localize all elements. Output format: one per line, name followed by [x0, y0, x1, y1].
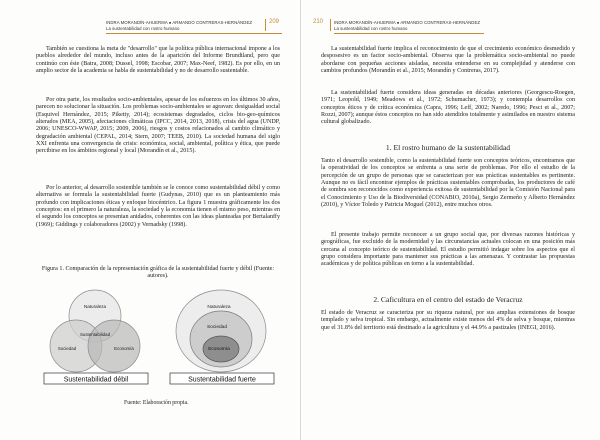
header-rule [106, 33, 282, 34]
right-running-header [334, 20, 480, 32]
header-title: La sustentabilidad con rostro humano [106, 26, 180, 31]
figure-caption: Figura 1. Comparación de la representación gráfica de la sustentabilidad fuerte y débil (Fuente: autores). [41, 266, 275, 280]
header-divider [265, 19, 266, 31]
strong-title: Sustentabilidad fuerte [188, 376, 256, 384]
paragraph: Por otra parte, los resultados socio-ambientales, apesar de los esfuerzos en los últimos 30 años, parecen no solucionar la situación. Los problemas socio-ambientales se agravan: desigualdad social (Esquivel Hernández, 2015; Piketty, 2014); ecosistemas degradados, ciclos bio-geo-químicos alterados (MEA, 2005), afectaciones climáticas (IPCC, 2014, 2013, 2018), crisis del agua (UNDP, 2006; UNESCO-WWAP, 2015; 2009, 2006), riesgos y costos relacionados al cambio climático y degradación ambiental (CEPAL, 2014; Stern, 2007; TEEB, 2010). La sociedad humana del siglo XXI enfrenta una convergencia de crisis: económica, social, ambiental, política y ética, que puede percibirse en los ámbitos regional y local (Morandín et al., 2015). [36, 97, 280, 155]
figure-diagram [36, 283, 280, 385]
header-authors: INDRA MORANDÍN-AHUERMA ● ARMANDO CONTRERAS-HERNÁNDEZ [334, 20, 481, 25]
page-number: 210 [313, 19, 324, 25]
weak-sociedad-label: Sociedad [57, 346, 77, 351]
section-heading-2: 2. Caficultura en el centro del estado de Veracruz [373, 295, 523, 304]
paragraph: La sustentabilidad fuerte considera ideas generadas en décadas anteriores (Georgescu-Roegen, 1971; Leopold, 1949; Meadows et al., 1972; Schumacher, 1973); y contempla desarrollos con conceptos éticos y de crítica económica (Capra, 1996; Leff, 2002; Naredo, 1996; Pesci et al., 2007; Rozzi, 2007); aunque éstos conceptos no han sido atendidos totalmente y asimilados en nuestro sistema cultural globalizado. [321, 90, 575, 126]
paragraph: También se cuestiona la meta de "desarrollo" que la política pública internacional impone a los pueblos alrededor del mundo, incluso antes de la aparición del Informe Brundtland, pero que continúo con éste (Batra, 2008; Dussel, 1998; Escobar, 2007; Max-Neef, 1982). Es por ello, en un amplio sector de la academia se habla de sustentabilidad y no de desarrollo sustentable. [36, 46, 280, 75]
strong-economia-label: Economía [208, 347, 230, 352]
paragraph: El estado de Veracruz se caracteriza por su riqueza natural, por sus amplias extensiones de bosque templado y selva tropical. Sin embargo, actualmente existe menos del 4% de selva y bosque, mientras que el 31.8% del territorio está destinado a la agricultura y el 44.9% a pastizales (INEGI, 2016). [321, 310, 575, 331]
figure-1 [36, 283, 280, 385]
weak-center-label: Sustentabilidad [79, 332, 111, 337]
header-rule [334, 33, 484, 34]
paragraph: El presente trabajo permite reconocer a un grupo social que, por diversas razones históricas y geográficas, fue excluido de la modernidad y las circunstancias actuales colocan en una posición más cercana al concepto teórico de sustentabilidad. El estudio permitió indagar sobre los aspectos que el grupo considera importante para mantener sus prácticas a las amenazas. Y contrastar las propuestas académicas y de política públicas en torno a la sustentabilidad. [321, 232, 575, 268]
weak-title: Sustentabilidad débil [63, 376, 129, 384]
header-authors: INDRA MORANDÍN-AHUERMA ● ARMANDO CONTRERAS-HERNÁNDEZ [106, 20, 253, 25]
paragraph: La sustentabilidad fuerte implica el reconocimiento de que el crecimiento económico desmedido y desposesivo es un factor socio-ambiental. Observa que la problemática socio-ambiental no puede abordarse con pequeñas acciones aisladas, necesita entenderse en su complejidad y atenderse con cambios profundos (Morandín et al., 2015; Morandín y Contreras, 2017). [321, 46, 575, 75]
strong-sociedad-label: Sociedad [206, 325, 228, 330]
header-divider [330, 19, 331, 31]
header-title: La sustentabilidad con rostro humano [334, 26, 408, 31]
paragraph: Tanto el desarrollo sostenible, como la sustentabilidad fuerte son conceptos teóricos, encontramos que la operatividad de los conceptos se enfrenta a una serie de problemas. Por ello el estudio de la percepción de un grupo de personas que se caracterizan por sus prácticas sustentables es pertinente. Aunque no es fácil encontrar ejemplos de prácticas sustentables comprobadas, los productores de café de sombra son reconocidos como experiencia exitosa de sustentabilidad por la Comisión Nacional para el Conocimiento y Uso de la Biodiversidad (CONABIO, 2010a), Sergio Zermeño y Alberto Hernández (2010), y Víctor Toledo y Patricia Moguel (2012), entre muchos otros. [321, 158, 575, 209]
right-page [301, 0, 600, 440]
page-number: 209 [269, 19, 280, 25]
left-running-header [106, 20, 252, 32]
figure-source: Fuente: Elaboración propia. [124, 400, 189, 406]
weak-naturaleza-label: Naturaleza [83, 304, 107, 309]
section-heading-1: 1. El rostro humano de la sustentabilidad [385, 143, 511, 152]
paragraph: Por lo anterior, al desarrollo sostenible también se le conoce como sustentabilidad débil y como alternativa se formula la sustentabilidad fuerte (Gudynas, 2010) que es un planteamiento más profundo con implicaciones éticas y enfoque biocéntrico. La figura 1 muestra gráficamente los dos conceptos: en el primero la naturaleza, la sociedad y la economía tienen el mismo peso, mientras en el segundo los conceptos se presentan anidados, coherentes con las ideas planteadas por Bertalanffy (1969); Giddings y colaboradores (2002) y Vernadsky (1998). [36, 185, 280, 228]
strong-naturaleza-label: Naturaleza [207, 305, 231, 310]
weak-economia-label: Economía [114, 346, 134, 351]
